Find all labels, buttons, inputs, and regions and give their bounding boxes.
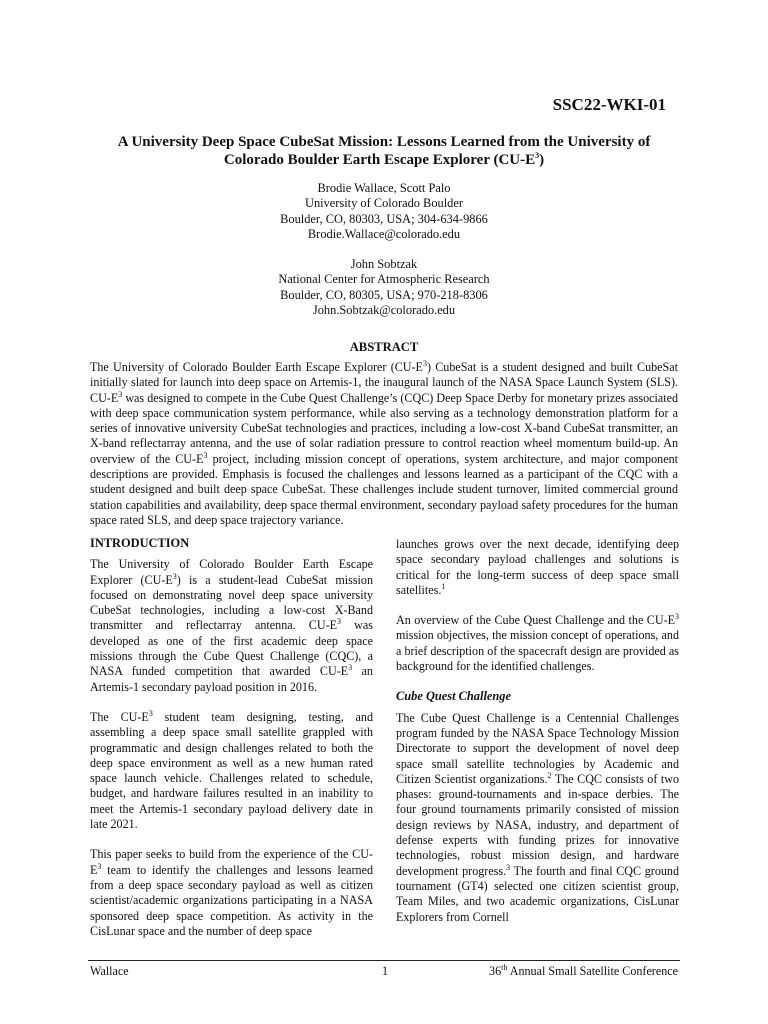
abstract-span: The University of Colorado Boulder Earth Escape Explorer (CU-E bbox=[90, 360, 423, 374]
intro-paragraph-1 bbox=[90, 557, 373, 695]
subsection-heading-cube-quest: Cube Quest Challenge bbox=[396, 689, 511, 704]
abstract-span: project, including mission concept of operations, system architecture, and major component descriptions are provided. Emphasis is focused the challenges and lessons learned as a participant of the CQC with a student designed and built deep space CubeSat. These challenges include student turnover, limited commercial ground station capabilities and availability, deep space thermal environment, secondary payload safety procedures for the human space rated SLS, and deep space trajectory variance. bbox=[90, 451, 678, 527]
intro-paragraph-3 bbox=[90, 847, 373, 939]
text-span: was developed as one of the first academic deep space missions through the Cube Quest Challenge (CQC), a NASA funded competition that awarded CU-E bbox=[90, 618, 373, 679]
abstract-span: ) CubeSat is a student designed and built CubeSat initially slated for launch into deep space on Artemis-1, the inaugural launch of the NASA Space Launch System (SLS). CU-E bbox=[90, 360, 678, 405]
title-line-2 bbox=[90, 151, 678, 169]
author-names: John Sobtzak bbox=[350, 257, 418, 272]
right-column bbox=[396, 537, 679, 940]
superscript: 3 bbox=[172, 571, 177, 581]
section-heading-introduction: INTRODUCTION bbox=[90, 536, 190, 550]
conf-number: 36 bbox=[489, 964, 502, 978]
superscript: 3 bbox=[118, 389, 123, 399]
footer-page-number: 1 bbox=[382, 964, 389, 978]
footer-conference bbox=[489, 964, 678, 979]
superscript: 3 bbox=[97, 861, 102, 871]
paper-code: SSC22-WKI-01 bbox=[552, 95, 666, 114]
footnote-ref: 3 bbox=[506, 862, 511, 872]
text-span: The fourth and final CQC ground tournament (GT4) selected one citizen scientist group, Team Miles, and two academic organizations, CisLunar Explorers from Cornell bbox=[396, 863, 680, 924]
title-superscript: 3 bbox=[535, 151, 540, 160]
author-list bbox=[90, 181, 678, 333]
superscript: 3 bbox=[422, 358, 427, 368]
text-span: team to identify the challenges and lessons learned from a deep space secondary payload as well as citizen scientist/academic organizations participating in a NASA sponsored deep space competition. As activity in the CisLunar space and the number of deep space bbox=[90, 862, 373, 938]
title-text-end: ) bbox=[539, 152, 545, 168]
text-span: launches grows over the next decade, identifying deep space secondary payload challenges and solutions is critical for the long-term success of deep space small satellites. bbox=[396, 537, 679, 597]
author-email[interactable]: John.Sobtzak@colorado.edu bbox=[312, 303, 456, 318]
text-span: The CQC consists of two phases: ground-tournaments and in-space derbies. The four ground tournaments primarily consisted of mission design reviews by NASA, industry, and department of defense experts with funding prizes for innovative technologies, robust mission design, and hardware development progress. bbox=[396, 771, 679, 878]
intro-paragraph-2 bbox=[90, 710, 373, 832]
text-span: The Cube Quest Challenge is a Centennial Challenges program funded by the NASA Space Technology Mission Directorate to support the development of novel deep space small satellite technologies by Academic and Citizen Scientist organizations. bbox=[396, 710, 679, 786]
superscript: 3 bbox=[348, 663, 353, 673]
conf-name: Annual Small Satellite Conference bbox=[507, 964, 678, 978]
author-email[interactable]: Brodie.Wallace@colorado.edu bbox=[307, 226, 461, 241]
paper-title bbox=[90, 133, 678, 169]
author-affiliation: University of Colorado Boulder bbox=[305, 196, 463, 211]
superscript: th bbox=[501, 962, 508, 972]
author-block bbox=[90, 257, 678, 318]
footer-divider bbox=[88, 960, 680, 961]
abstract-heading: ABSTRACT bbox=[349, 340, 419, 354]
footnote-ref: 2 bbox=[547, 770, 552, 780]
text-span: student team designing, testing, and assembling a deep space small satellite grappled with programmatic and design challenges related to both the deep space environment as well as a new human rated space launch vehicle. Challenges related to schedule, budget, and hardware failures resulted in an inability to meet the Artemis-1 secondary payload delivery date in late 2021. bbox=[90, 709, 373, 832]
author-names: Brodie Wallace, Scott Palo bbox=[317, 181, 451, 195]
author-block bbox=[90, 181, 678, 242]
author-address: Boulder, CO, 80303, USA; 304-634-9866 bbox=[280, 211, 488, 226]
author-affiliation: National Center for Atmospheric Research bbox=[278, 272, 490, 287]
text-span: an Artemis-1 secondary payload position in 2016. bbox=[90, 664, 373, 694]
left-column bbox=[90, 536, 373, 954]
abstract-span: was designed to compete in the Cube Quest Challenge’s (CQC) Deep Space Derby for monetary prizes associated with deep space communication system performance, while also serving as a technology demonstration platform for a series of innovative university CubeSat technologies and practices, including a low-cost X-band CubeSat transmitter, an X-band reflectarray antenna, and the use of solar radiation pressure to control reaction wheel momentum build-up. An overview of the CU-E bbox=[90, 390, 678, 466]
superscript: 3 bbox=[148, 708, 153, 718]
intro-paragraph-5 bbox=[396, 613, 679, 674]
footer-author: Wallace bbox=[90, 964, 129, 978]
text-span: The CU-E bbox=[90, 709, 149, 724]
author-address: Boulder, CO, 80305, USA; 970-218-8306 bbox=[280, 287, 488, 302]
superscript: 3 bbox=[337, 617, 342, 627]
footnote-ref: 1 bbox=[441, 581, 446, 591]
text-span: mission objectives, the mission concept of operations, and a brief description of the spacecraft design are provided as background for the identified challenges. bbox=[396, 628, 679, 674]
superscript: 3 bbox=[675, 612, 679, 622]
intro-paragraph-4 bbox=[396, 537, 679, 598]
text-span: This paper seeks to build from the experience of the CU-E bbox=[90, 847, 373, 877]
text-span: An overview of the Cube Quest Challenge and the CU-E bbox=[396, 613, 675, 628]
text-span: The University of Colorado Boulder Earth Escape Explorer (CU-E bbox=[90, 557, 373, 587]
title-text: Colorado Boulder Earth Escape Explorer (CU-E bbox=[223, 152, 536, 168]
superscript: 3 bbox=[203, 450, 208, 460]
abstract-text bbox=[90, 360, 678, 528]
text-span: ) is a student-lead CubeSat mission focused on demonstrating novel deep space university CubeSat technologies, including a low-cost X-Band transmitter and reflectarray antenna. CU-E bbox=[90, 572, 373, 633]
title-line-1: A University Deep Space CubeSat Mission: Lessons Learned from the University of bbox=[117, 134, 651, 150]
cqc-paragraph-1 bbox=[396, 711, 679, 925]
